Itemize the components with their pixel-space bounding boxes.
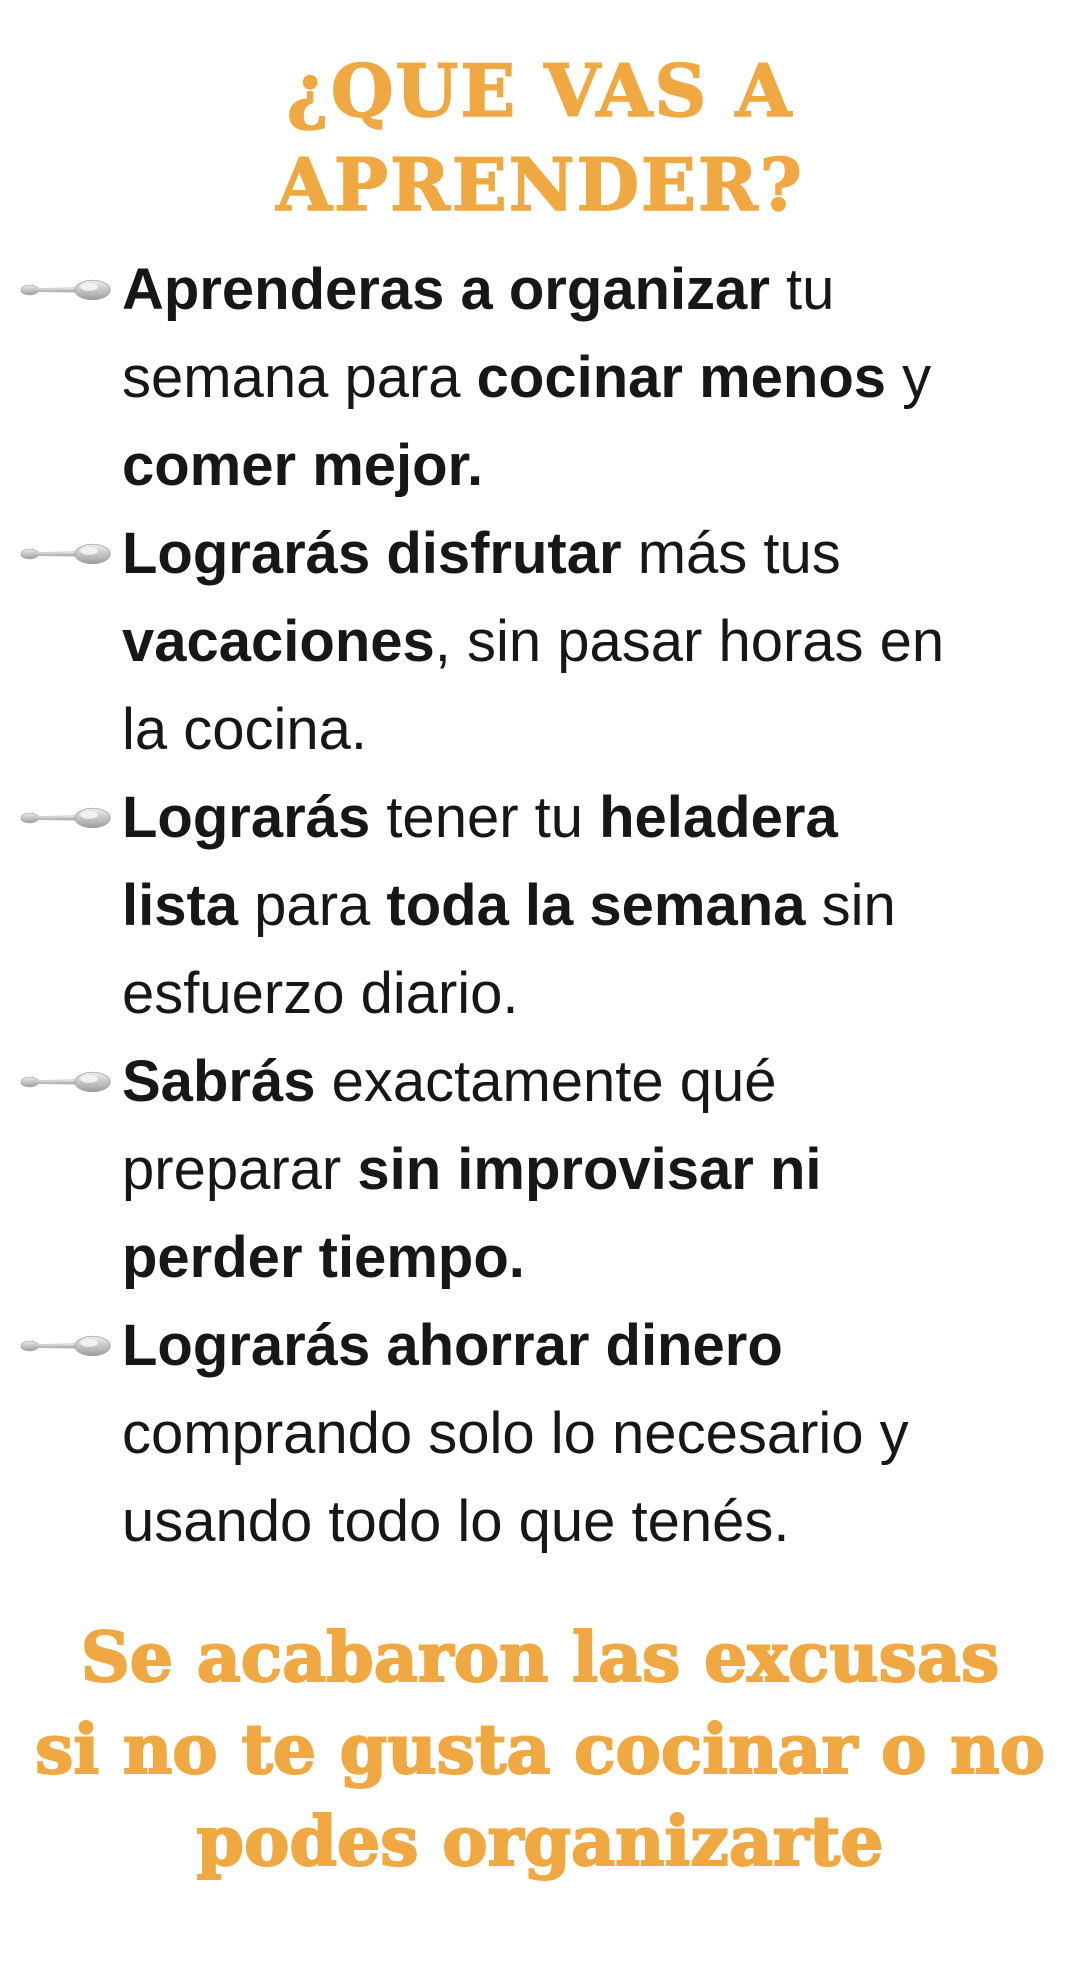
footer-tagline-line: Se acabaron las excusas: [80, 1618, 1000, 1698]
list-item: [0, 510, 1080, 774]
footer-tagline-line: podes organizarte: [196, 1802, 884, 1882]
list-item-text: [122, 510, 1080, 774]
spoon-icon: [20, 540, 112, 568]
list-item-text: [122, 1302, 1080, 1566]
list-item-line: esfuerzo diario.: [122, 961, 519, 1026]
list-item-line: perder tiempo.: [122, 1225, 525, 1290]
list-item-line: lista para toda la semana sin: [122, 873, 896, 938]
list-item-line: comprando solo lo necesario y: [122, 1401, 909, 1466]
footer-tagline: [0, 1612, 1080, 1888]
spoon-icon: [20, 1332, 112, 1360]
list-item: [0, 1038, 1080, 1302]
list-item-line: semana para cocinar menos y: [122, 345, 932, 410]
list-item-line: comer mejor.: [122, 433, 484, 498]
benefits-list: [0, 246, 1080, 1566]
spoon-icon: [20, 1068, 112, 1096]
list-item-line: Sabrás exactamente qué: [122, 1049, 777, 1114]
list-item-text: [122, 1038, 1080, 1302]
spoon-icon: [20, 804, 112, 832]
list-item-line: Aprenderas a organizar tu: [122, 257, 835, 322]
page-title-line: ¿QUE VAS A: [286, 48, 794, 133]
list-item-line: preparar sin improvisar ni: [122, 1137, 822, 1202]
list-item-text: [122, 246, 1080, 510]
list-item-line: la cocina.: [122, 697, 368, 762]
page-title-line: APRENDER?: [276, 142, 804, 227]
list-item-line: vacaciones, sin pasar horas en: [122, 609, 945, 674]
list-item-text: [122, 774, 1080, 1038]
list-item-line: Lograrás disfrutar más tus: [122, 521, 841, 586]
list-item: [0, 1302, 1080, 1566]
list-item-line: Lograrás tener tu heladera: [122, 785, 838, 850]
footer-tagline-line: si no te gusta cocinar o no: [35, 1710, 1045, 1790]
list-item: [0, 246, 1080, 510]
page-title: [0, 44, 1080, 232]
spoon-icon: [20, 276, 112, 304]
list-item: [0, 774, 1080, 1038]
list-item-line: usando todo lo que tenés.: [122, 1489, 790, 1554]
list-item-line: Lograrás ahorrar dinero: [122, 1313, 783, 1378]
